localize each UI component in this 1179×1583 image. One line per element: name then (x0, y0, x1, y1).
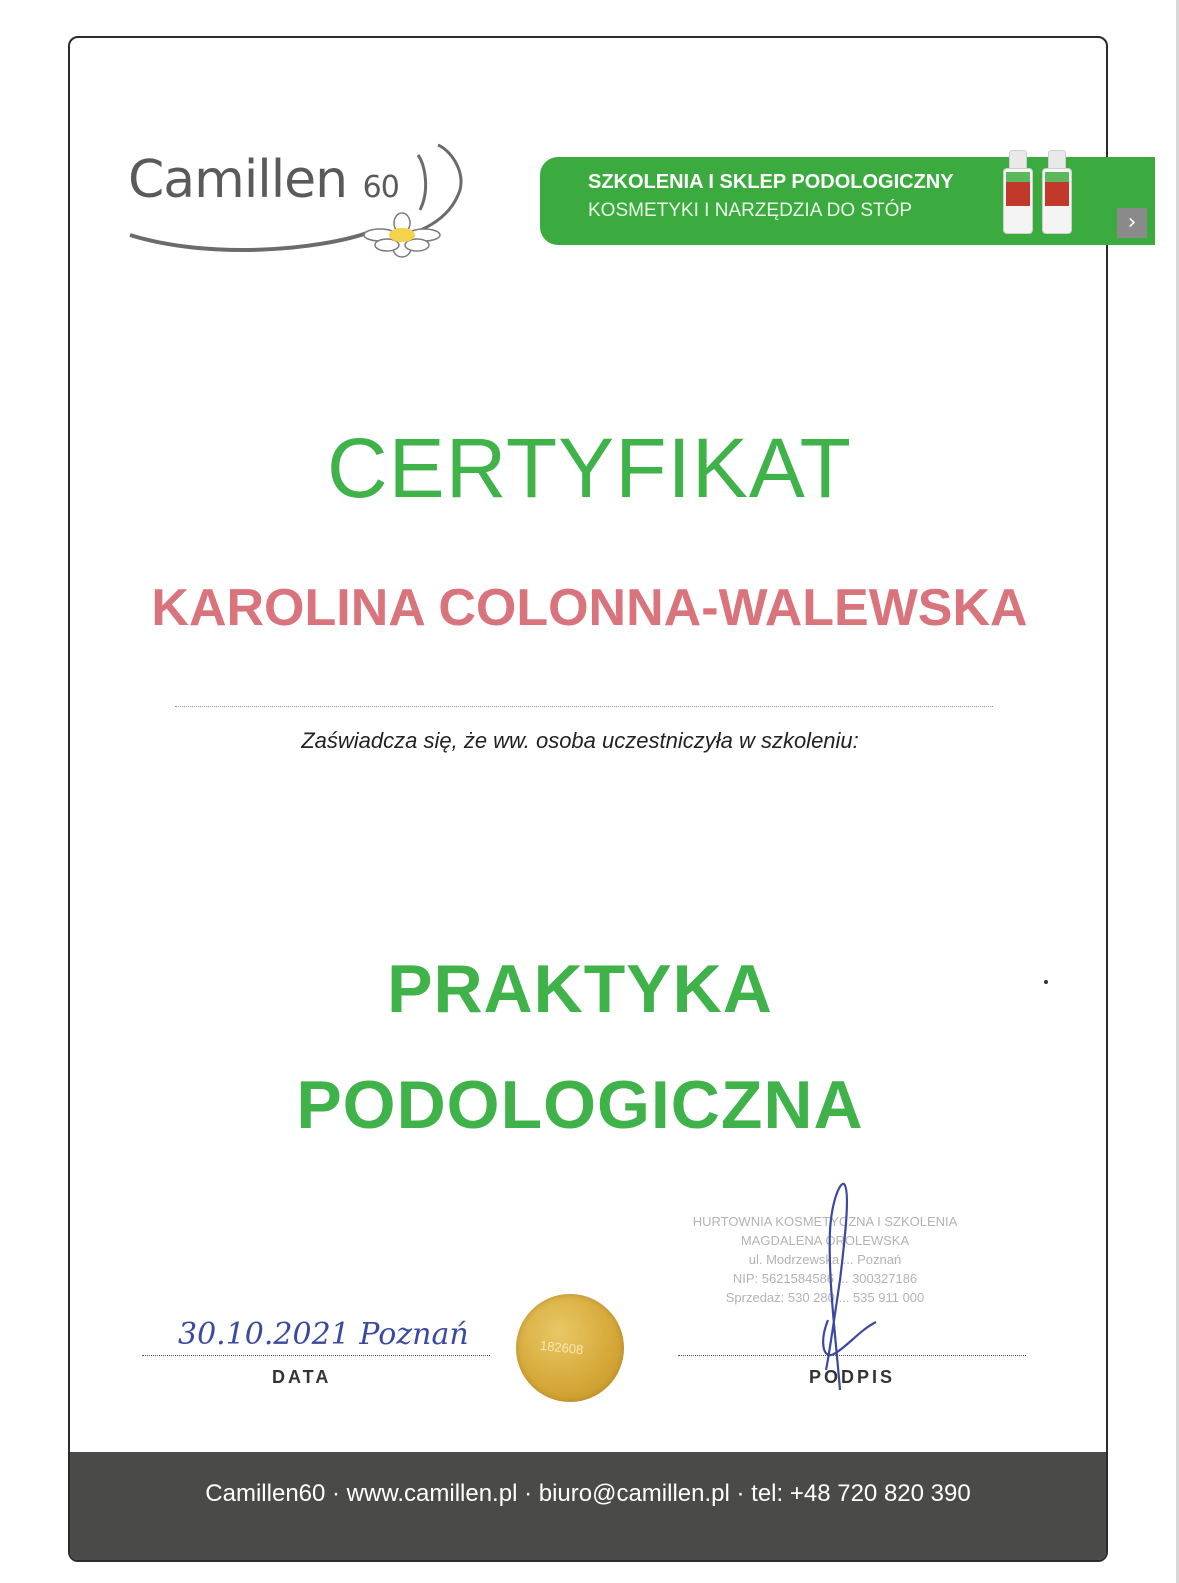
handwritten-date: 30.10.2021 Poznań (178, 1317, 469, 1352)
signature-line (678, 1355, 1026, 1356)
stamp-line: NIP: 5621584586 ... 300327186 (732, 1271, 918, 1286)
attestation-statement: Zaświadcza się, że ww. osoba uczestniczyła w szkoleniu: (301, 728, 859, 753)
signature-label: PODPIS (809, 1367, 896, 1387)
logo-number: 60 (362, 170, 399, 205)
date-label: DATA (272, 1367, 332, 1387)
stamp-line: ul. Modrzewska ... Poznań (748, 1252, 902, 1267)
logo-wordmark (128, 150, 399, 210)
scan-speck (1044, 980, 1048, 984)
product-bottle-icon (1003, 150, 1033, 234)
certificate-title: CERTYFIKAT (327, 421, 852, 515)
banner-title: SZKOLENIA I SKLEP PODOLOGICZNY (588, 171, 954, 193)
chevron-right-icon[interactable]: › (1117, 208, 1147, 238)
footer-contact: Camillen60 · www.camillen.pl · biuro@camillen.pl · tel: +48 720 820 390 (205, 1480, 971, 1507)
stamp-line: MAGDALENA OROLEWSKA (740, 1233, 910, 1248)
daisy-icon (364, 213, 440, 257)
product-bottle-icon (1042, 150, 1072, 234)
course-name-line1: PRAKTYKA (387, 951, 773, 1027)
seal-number: 182608 (539, 1337, 585, 1358)
course-name-line2: PODOLOGICZNA (296, 1067, 864, 1143)
handwritten-signature (800, 1170, 890, 1400)
banner-subtitle: KOSMETYKI I NARZĘDZIA DO STÓP (588, 200, 913, 221)
stamp-line: Sprzedaż: 530 280 ... 535 911 000 (725, 1290, 925, 1305)
date-line (142, 1355, 490, 1356)
dotted-divider (175, 706, 993, 707)
stamp-line: HURTOWNIA KOSMETYCZNA I SZKOLENIA (692, 1214, 958, 1229)
logo-brand: Camillen (128, 150, 348, 210)
recipient-name: KAROLINA COLONNA-WALEWSKA (151, 579, 1028, 637)
